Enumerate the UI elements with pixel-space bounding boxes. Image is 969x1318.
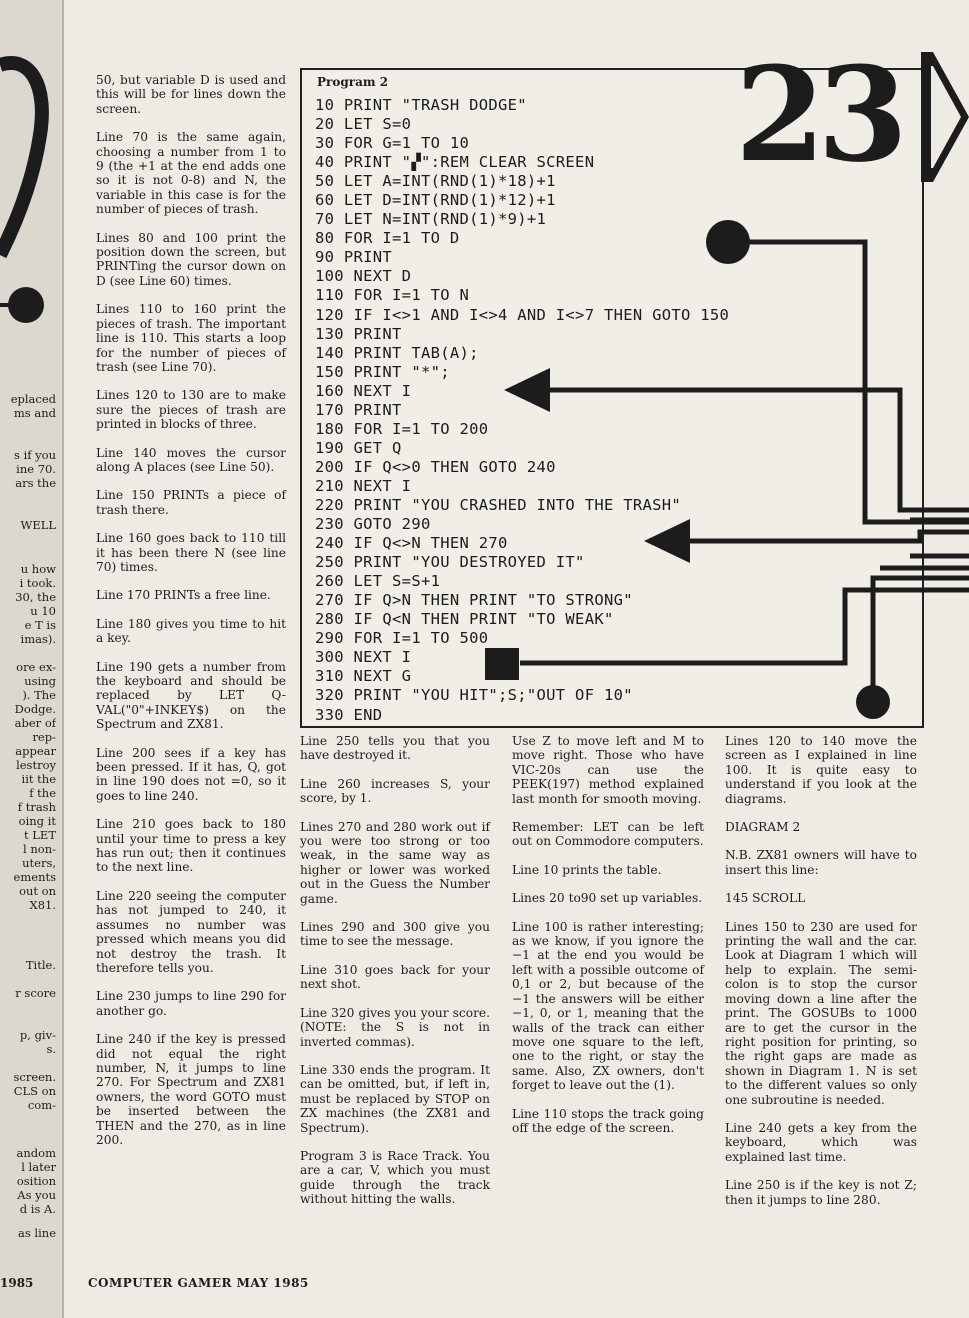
paragraph: Line 240 gets a key from the keyboard, which was explained last time.: [725, 1120, 917, 1164]
paragraph: Line 70 is the same again, choosing a number from 1 to 9 (the +1 at the end adds one so it is not 0-8) and N, the variable in this case is for the number of pieces of trash.: [96, 130, 286, 217]
code-line: 170 PRINT: [315, 400, 402, 419]
previous-page-text-fragment: f trash: [17, 800, 56, 814]
previous-page-text-fragment: Title.: [25, 958, 56, 972]
code-line: 160 NEXT I: [315, 381, 412, 400]
paragraph: Line 250 is if the key is not Z; then it jumps to line 280.: [725, 1178, 917, 1207]
code-line: 100 NEXT D: [315, 267, 412, 286]
previous-page-text-fragment: t LET: [24, 828, 56, 842]
code-line: 190 GET Q: [315, 438, 402, 457]
previous-page-text-fragment: screen.: [13, 1070, 56, 1084]
previous-page-text-fragment: As you: [17, 1188, 56, 1202]
previous-page-text-fragment: s if you: [14, 448, 56, 462]
previous-page-text-fragment: ements: [13, 870, 56, 884]
previous-page-text-fragment: i took.: [19, 576, 56, 590]
paragraph: Line 170 PRINTs a free line.: [96, 588, 271, 603]
code-line: 330 END: [315, 705, 383, 724]
paragraph: Line 110 stops the track going off the edge of the screen.: [512, 1106, 704, 1135]
paragraph: Line 230 jumps to line 290 for another go.: [96, 989, 286, 1018]
previous-page-text-fragment: d is A.: [19, 1202, 56, 1216]
previous-page-text-fragment: X81.: [29, 898, 56, 912]
paragraph: Line 310 goes back for your next shot.: [300, 962, 490, 992]
previous-page-margin: [0, 0, 64, 1318]
code-line: 60 LET D=INT(RND(1)*12)+1: [315, 191, 556, 210]
code-line: 40 PRINT "▞":REM CLEAR SCREEN: [315, 153, 595, 172]
previous-page-text-fragment: out on: [19, 884, 56, 898]
previous-page-text-fragment: aber of: [14, 716, 56, 730]
paragraph: Line 330 ends the program. It can be omitted, but, if left in, must be replaced by STOP on ZX machines (the ZX81 and Spectrum).: [300, 1062, 490, 1135]
paragraph: N.B. ZX81 owners will have to insert this line:: [725, 848, 917, 877]
paragraph: Line 140 moves the cursor along A places (see Line 50).: [96, 445, 286, 474]
previous-page-text-fragment: WELL: [20, 518, 56, 532]
paragraph: Line 180 gives you time to hit a key.: [96, 616, 286, 646]
code-line: 300 NEXT I: [315, 648, 412, 667]
paragraph: Line 220 seeing the computer has not jumped to 240, it assumes no number was pressed which means you did not destroy the trash. It therefore tells you.: [96, 888, 286, 975]
magazine-footer: COMPUTER GAMER MAY 1985: [88, 1276, 309, 1290]
previous-page-text-fragment: osition: [16, 1174, 56, 1188]
code-line: 220 PRINT "YOU CRASHED INTO THE TRASH": [315, 495, 682, 514]
previous-page-text-fragment: eplaced: [10, 392, 56, 406]
code-line: 20 LET S=0: [315, 115, 412, 134]
code-line: 50 LET A=INT(RND(1)*18)+1: [315, 172, 556, 191]
decorative-swirl-graphic: [0, 55, 60, 395]
previous-page-text-fragment: ars the: [15, 476, 56, 490]
previous-page-text-fragment: oing it: [18, 814, 56, 828]
paragraph: Lines 120 to 140 move the screen as I explained in line 100. It is quite easy to understand if you look at the diagrams.: [725, 734, 917, 806]
paragraph: Lines 150 to 230 are used for printing the wall and the car. Look at Diagram 1 which will help to explain. The semi-colon is to stop the cursor moving down a line after the print. The GOSUBs to 1000 are to get the cursor in the right position for printing, so the right gaps are made as shown in Diagram 1. N is set to the different values so only one subroutine is needed.: [725, 919, 917, 1107]
previous-page-text-fragment: appear: [15, 744, 56, 758]
paragraph: Line 320 gives you your score. (NOTE: the S is not in inverted commas).: [300, 1005, 490, 1049]
paragraph: Line 160 goes back to 110 till it has been there N (see line 70) times.: [96, 531, 286, 574]
previous-page-text-fragment: f the: [29, 786, 56, 800]
previous-page-text-fragment: u how: [20, 562, 56, 576]
previous-page-text-fragment: ine 70.: [16, 462, 56, 476]
code-line: 250 PRINT "YOU DESTROYED IT": [315, 553, 585, 572]
program-title: Program 2: [317, 75, 389, 89]
code-line: 310 NEXT G: [315, 667, 412, 686]
previous-page-text-fragment: Dodge.: [14, 702, 56, 716]
previous-page-text-fragment: ms and: [13, 406, 56, 420]
paragraph: Line 100 is rather interesting; as we know, if you ignore the −1 at the end you would be left with a possible outcome of 0,1 or 2, but because of the −1 the answers will be either −1, 0, or 1, meaning that the walls of the track can either move one square to the left, one to the right, or stay the same. Also, ZX owners, don't forget to leave out the (1).: [512, 919, 704, 1093]
code-line: 10 PRINT "TRASH DODGE": [315, 96, 527, 114]
code-line: 260 LET S=S+1: [315, 572, 441, 591]
previous-page-text-fragment: 30, the: [15, 590, 56, 604]
paragraph: Line 150 PRINTs a piece of trash there.: [96, 488, 286, 517]
arrow-right-icon: [921, 52, 969, 182]
track-lines-diagram: [480, 210, 969, 720]
previous-page-text-fragment: u 10: [30, 604, 56, 618]
previous-page-text-fragment: lestroy: [16, 758, 56, 772]
paragraph: Lines 270 and 280 work out if you were too strong or too weak, in the same way as higher or lower was worked out in the Guess the Number game.: [300, 819, 490, 906]
paragraph: Line 250 tells you that you have destroyed it.: [300, 734, 490, 763]
previous-page-text-fragment: ore ex-: [16, 660, 56, 674]
previous-page-text-fragment: com-: [27, 1098, 56, 1112]
paragraph: Lines 20 to90 set up variables.: [512, 891, 703, 906]
page-number: 23: [735, 38, 900, 191]
code-line: 80 FOR I=1 TO D: [315, 229, 460, 248]
code-line: 210 NEXT I: [315, 476, 412, 495]
code-line: 140 PRINT TAB(A);: [315, 343, 479, 362]
code-line: 280 IF Q<N THEN PRINT "TO WEAK": [315, 610, 614, 629]
previous-page-text-fragment: iit the: [21, 772, 56, 786]
paragraph: Lines 80 and 100 print the position down the screen, but PRINTing the cursor down on D (see Line 60) times.: [96, 230, 286, 288]
paragraph: Line 10 prints the table.: [512, 862, 662, 877]
text-column-1: [96, 73, 286, 1161]
paragraph: Program 3 is Race Track. You are a car, V, which you must guide through the track without hitting the walls.: [300, 1148, 490, 1207]
paragraph: Line 190 gets a number from the keyboard and should be replaced by LET Q-VAL("0"+INKEY$) on the Spectrum and ZX81.: [96, 659, 286, 732]
paragraph: Lines 110 to 160 print the pieces of trash. The important line is 110. This starts a loop for the number of pieces of trash (see Line 70).: [96, 302, 286, 374]
previous-page-text-fragment: e T is: [24, 618, 56, 632]
paragraph: Remember: LET can be left out on Commodore computers.: [512, 820, 704, 849]
previous-page-text-fragment: imas).: [20, 632, 56, 646]
paragraph: DIAGRAM 2: [725, 820, 801, 835]
paragraph: Line 210 goes back to 180 until your time to press a key has run out; then it continues to the next line.: [96, 817, 286, 875]
paragraph: Line 240 if the key is pressed did not equal the right number, N, it jumps to line 270. For Spectrum and ZX81 owners, the word GOTO must be inserted between the THEN and the 270, as in line 200.: [96, 1032, 286, 1147]
previous-page-text-fragment: s.: [46, 1042, 56, 1056]
paragraph: 145 SCROLL: [725, 891, 806, 906]
text-column-2: [300, 734, 490, 1221]
previous-page-text-fragment: l later: [21, 1160, 56, 1174]
paragraph: Line 260 increases S, your score, by 1.: [300, 776, 490, 806]
code-line: 110 FOR I=1 TO N: [315, 286, 470, 305]
previous-page-text-fragment: rep-: [32, 730, 56, 744]
previous-page-text-fragment: CLS on: [13, 1084, 56, 1098]
code-line: 130 PRINT: [315, 324, 402, 343]
previous-page-text-fragment: p, giv-: [19, 1028, 56, 1042]
previous-page-text-fragment: andom: [16, 1146, 56, 1160]
code-line: 230 GOTO 290: [315, 515, 431, 534]
paragraph: Use Z to move left and M to move right. Those who have VIC-20s can use the PEEK(197) method explained last month for smooth moving.: [512, 734, 704, 806]
code-line: 290 FOR I=1 TO 500: [315, 629, 489, 648]
previous-page-text-fragment: as line: [18, 1226, 56, 1240]
text-column-4: [725, 734, 917, 1221]
code-line: 180 FOR I=1 TO 200: [315, 419, 489, 438]
paragraph: Lines 120 to 130 are to make sure the pieces of trash are printed in blocks of three.: [96, 388, 286, 432]
code-line: 200 IF Q<>0 THEN GOTO 240: [315, 457, 556, 476]
code-line: 120 IF I<>1 AND I<>4 AND I<>7 THEN GOTO 150: [315, 305, 730, 324]
code-line: 90 PRINT: [315, 248, 393, 267]
previous-page-text-fragment: using: [24, 674, 56, 688]
previous-page-text-fragment: uters,: [22, 856, 56, 870]
previous-page-text-fragment: r score: [15, 986, 56, 1000]
paragraph: Lines 290 and 300 give you time to see the message.: [300, 920, 490, 949]
page-number-graphic: [735, 38, 969, 191]
previous-page-text-fragment: l non-: [23, 842, 56, 856]
code-line: 320 PRINT "YOU HIT";S;"OUT OF 10": [315, 686, 633, 705]
previous-page-text-fragment: ). The: [22, 688, 56, 702]
previous-page-year: 1985: [0, 1276, 34, 1290]
code-line: 270 IF Q>N THEN PRINT "TO STRONG": [315, 591, 633, 610]
code-line: 150 PRINT "*";: [315, 362, 450, 381]
code-line: 30 FOR G=1 TO 10: [315, 134, 470, 153]
code-line: 70 LET N=INT(RND(1)*9)+1: [315, 210, 547, 229]
paragraph: 50, but variable D is used and this will be for lines down the screen.: [96, 73, 286, 116]
code-line: 240 IF Q<>N THEN 270: [315, 534, 508, 553]
paragraph: Line 200 sees if a key has been pressed. If it has, Q, got in line 190 does not =0, so it goes to line 240.: [96, 745, 286, 803]
text-column-3: [512, 734, 704, 1149]
